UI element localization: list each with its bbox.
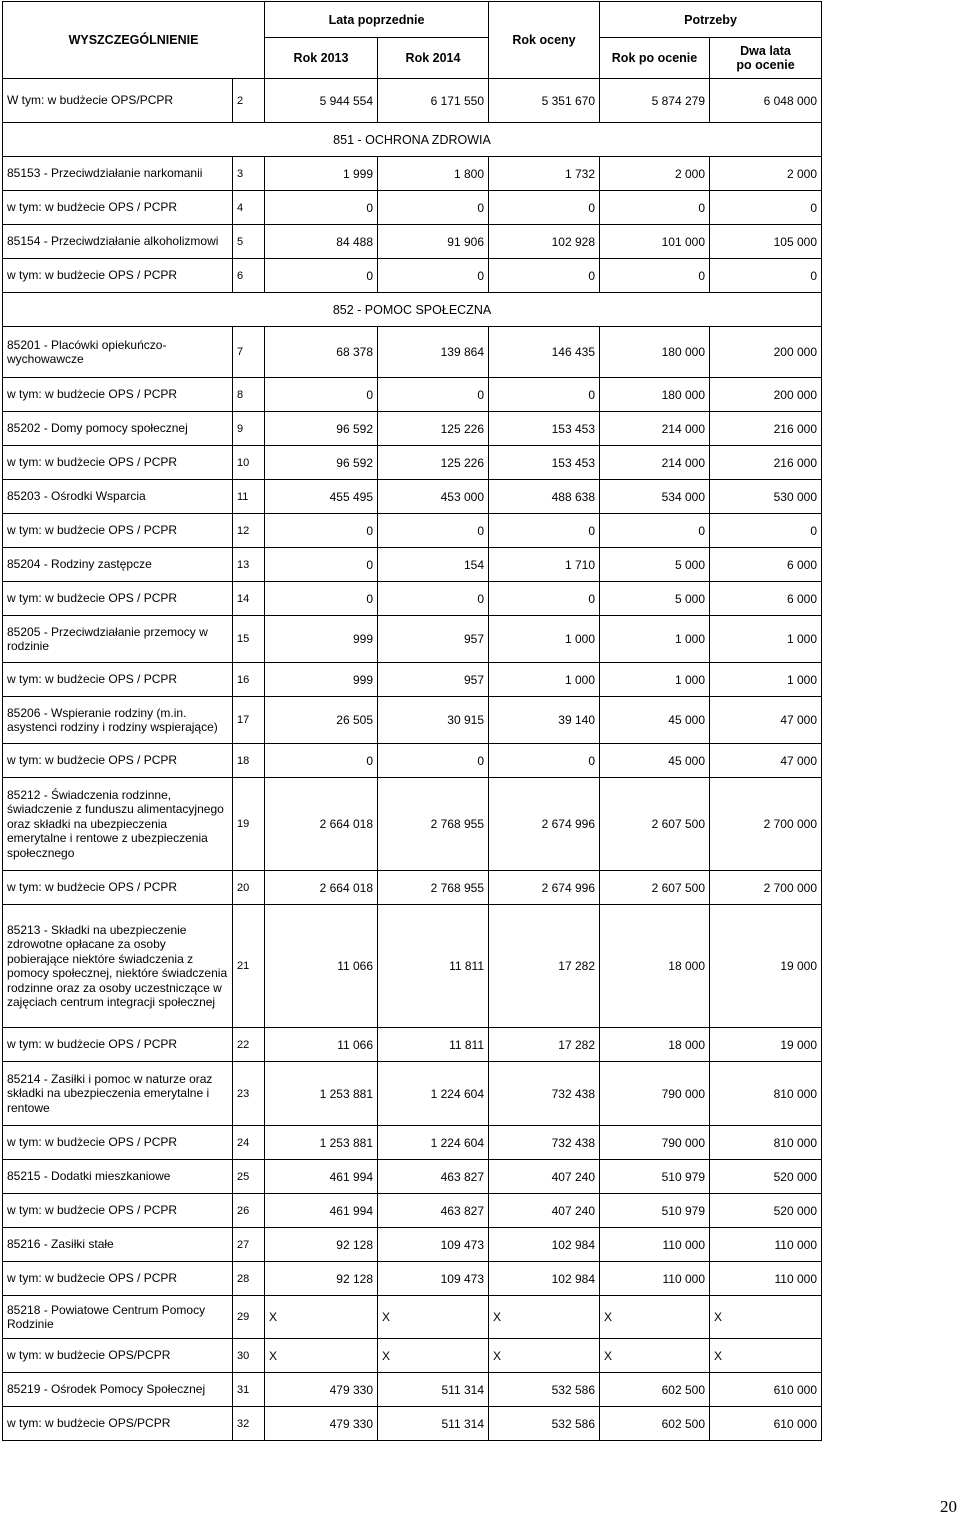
value-rok-po-ocenie: 101 000 bbox=[600, 225, 710, 259]
table-row bbox=[3, 905, 822, 1028]
value-dwa-lata-po-ocenie: 2 000 bbox=[710, 157, 822, 191]
row-label: 85219 - Ośrodek Pomocy Społecznej bbox=[3, 1373, 233, 1407]
value-rok-po-ocenie: 510 979 bbox=[600, 1160, 710, 1194]
value-2013: 461 994 bbox=[265, 1194, 378, 1228]
row-label: W tym: w budżecie OPS/PCPR bbox=[3, 79, 233, 123]
value-rok-po-ocenie: 18 000 bbox=[600, 905, 710, 1028]
table-row bbox=[3, 582, 822, 616]
value-rok-po-ocenie: 45 000 bbox=[600, 697, 710, 744]
value-2014: 11 811 bbox=[378, 905, 489, 1028]
value-rok-po-ocenie: 790 000 bbox=[600, 1062, 710, 1126]
value-rok-oceny: 407 240 bbox=[489, 1194, 600, 1228]
value-rok-po-ocenie: 510 979 bbox=[600, 1194, 710, 1228]
value-rok-oceny: 17 282 bbox=[489, 905, 600, 1028]
value-dwa-lata-po-ocenie: 110 000 bbox=[710, 1228, 822, 1262]
value-dwa-lata-po-ocenie: 610 000 bbox=[710, 1373, 822, 1407]
value-2013: 0 bbox=[265, 582, 378, 616]
value-rok-oceny: 0 bbox=[489, 582, 600, 616]
row-label: w tym: w budżecie OPS/PCPR bbox=[3, 1339, 233, 1373]
value-rok-po-ocenie: 18 000 bbox=[600, 1028, 710, 1062]
value-rok-oceny: 1 732 bbox=[489, 157, 600, 191]
value-rok-oceny: 732 438 bbox=[489, 1126, 600, 1160]
value-rok-oceny: 1 710 bbox=[489, 548, 600, 582]
value-rok-po-ocenie: 534 000 bbox=[600, 480, 710, 514]
value-2014: 91 906 bbox=[378, 225, 489, 259]
table-row bbox=[3, 225, 822, 259]
row-number: 21 bbox=[233, 905, 265, 1028]
row-label: 85214 - Zasiłki i pomoc w naturze oraz składki na ubezpieczenia emerytalne i rentowe bbox=[3, 1062, 233, 1126]
value-2013: 11 066 bbox=[265, 905, 378, 1028]
value-rok-po-ocenie: 0 bbox=[600, 514, 710, 548]
value-2014: 453 000 bbox=[378, 480, 489, 514]
value-2013: 999 bbox=[265, 616, 378, 663]
table-row bbox=[3, 1373, 822, 1407]
value-dwa-lata-po-ocenie: 6 000 bbox=[710, 582, 822, 616]
row-number: 32 bbox=[233, 1407, 265, 1441]
value-rok-po-ocenie: 2 000 bbox=[600, 157, 710, 191]
row-number: 19 bbox=[233, 778, 265, 871]
value-2013: 96 592 bbox=[265, 412, 378, 446]
row-number: 27 bbox=[233, 1228, 265, 1262]
value-rok-po-ocenie: 214 000 bbox=[600, 412, 710, 446]
value-rok-po-ocenie: 0 bbox=[600, 191, 710, 225]
value-rok-oceny: 488 638 bbox=[489, 480, 600, 514]
row-number: 22 bbox=[233, 1028, 265, 1062]
value-2014: 30 915 bbox=[378, 697, 489, 744]
value-rok-po-ocenie: 2 607 500 bbox=[600, 871, 710, 905]
value-rok-po-ocenie: X bbox=[600, 1296, 710, 1339]
value-rok-po-ocenie: 110 000 bbox=[600, 1228, 710, 1262]
row-number: 3 bbox=[233, 157, 265, 191]
table-row bbox=[3, 1126, 822, 1160]
value-2014: 511 314 bbox=[378, 1373, 489, 1407]
value-2014: 1 224 604 bbox=[378, 1126, 489, 1160]
value-2014: 0 bbox=[378, 378, 489, 412]
row-label: 85212 - Świadczenia rodzinne, świadczenie z funduszu alimentacyjnego oraz składki na ubezpieczenia emerytalne i rentowe z ubezpieczenia społecznego bbox=[3, 778, 233, 871]
value-2013: 2 664 018 bbox=[265, 871, 378, 905]
row-number: 18 bbox=[233, 744, 265, 778]
value-2013: 0 bbox=[265, 259, 378, 293]
value-2013: 0 bbox=[265, 744, 378, 778]
value-2013: 2 664 018 bbox=[265, 778, 378, 871]
table-row bbox=[3, 378, 822, 412]
value-rok-po-ocenie: X bbox=[600, 1339, 710, 1373]
row-number: 31 bbox=[233, 1373, 265, 1407]
value-rok-po-ocenie: 790 000 bbox=[600, 1126, 710, 1160]
row-label: w tym: w budżecie OPS / PCPR bbox=[3, 744, 233, 778]
value-rok-po-ocenie: 2 607 500 bbox=[600, 778, 710, 871]
row-number: 28 bbox=[233, 1262, 265, 1296]
table-row bbox=[3, 778, 822, 871]
row-number: 11 bbox=[233, 480, 265, 514]
value-2014: 6 171 550 bbox=[378, 79, 489, 123]
table-row bbox=[3, 1228, 822, 1262]
value-2013: 0 bbox=[265, 378, 378, 412]
row-number: 16 bbox=[233, 663, 265, 697]
table-row bbox=[3, 191, 822, 225]
value-2013: 0 bbox=[265, 514, 378, 548]
row-label: 85203 - Ośrodki Wsparcia bbox=[3, 480, 233, 514]
row-label: 85153 - Przeciwdziałanie narkomanii bbox=[3, 157, 233, 191]
value-rok-oceny: 1 000 bbox=[489, 663, 600, 697]
header-rok-po-ocenie: Rok po ocenie bbox=[600, 38, 710, 79]
value-rok-oceny: 39 140 bbox=[489, 697, 600, 744]
value-2013: 68 378 bbox=[265, 327, 378, 378]
value-dwa-lata-po-ocenie: 200 000 bbox=[710, 378, 822, 412]
row-label: 85215 - Dodatki mieszkaniowe bbox=[3, 1160, 233, 1194]
row-label: w tym: w budżecie OPS / PCPR bbox=[3, 378, 233, 412]
value-dwa-lata-po-ocenie: 810 000 bbox=[710, 1062, 822, 1126]
value-2014: 0 bbox=[378, 744, 489, 778]
value-2014: 1 800 bbox=[378, 157, 489, 191]
value-dwa-lata-po-ocenie: 47 000 bbox=[710, 697, 822, 744]
value-rok-oceny: 102 928 bbox=[489, 225, 600, 259]
row-label: 85206 - Wspieranie rodziny (m.in. asystenci rodziny i rodziny wspierające) bbox=[3, 697, 233, 744]
value-2013: 92 128 bbox=[265, 1228, 378, 1262]
row-number: 26 bbox=[233, 1194, 265, 1228]
value-rok-po-ocenie: 214 000 bbox=[600, 446, 710, 480]
value-rok-po-ocenie: 602 500 bbox=[600, 1407, 710, 1441]
value-2014: 1 224 604 bbox=[378, 1062, 489, 1126]
value-dwa-lata-po-ocenie: 105 000 bbox=[710, 225, 822, 259]
value-rok-po-ocenie: 5 000 bbox=[600, 582, 710, 616]
row-label: 85204 - Rodziny zastępcze bbox=[3, 548, 233, 582]
value-rok-oceny: 0 bbox=[489, 514, 600, 548]
section-title: 851 - OCHRONA ZDROWIA bbox=[3, 123, 822, 157]
table-row bbox=[3, 157, 822, 191]
row-label: 85154 - Przeciwdziałanie alkoholizmowi bbox=[3, 225, 233, 259]
value-2014: 957 bbox=[378, 663, 489, 697]
value-2013: 461 994 bbox=[265, 1160, 378, 1194]
row-label: 85205 - Przeciwdziałanie przemocy w rodzinie bbox=[3, 616, 233, 663]
row-label: w tym: w budżecie OPS / PCPR bbox=[3, 259, 233, 293]
value-rok-po-ocenie: 602 500 bbox=[600, 1373, 710, 1407]
row-label: w tym: w budżecie OPS / PCPR bbox=[3, 1126, 233, 1160]
table-row bbox=[3, 412, 822, 446]
value-2013: 11 066 bbox=[265, 1028, 378, 1062]
value-2014: 957 bbox=[378, 616, 489, 663]
value-2013: 0 bbox=[265, 548, 378, 582]
value-rok-oceny: X bbox=[489, 1296, 600, 1339]
row-label: w tym: w budżecie OPS / PCPR bbox=[3, 446, 233, 480]
row-number: 6 bbox=[233, 259, 265, 293]
row-number: 20 bbox=[233, 871, 265, 905]
section-title: 852 - POMOC SPOŁECZNA bbox=[3, 293, 822, 327]
table-row bbox=[3, 697, 822, 744]
row-number: 4 bbox=[233, 191, 265, 225]
value-2013: 1 253 881 bbox=[265, 1126, 378, 1160]
row-label: w tym: w budżecie OPS / PCPR bbox=[3, 1194, 233, 1228]
header-dwa-lata-line1: Dwa lata bbox=[740, 44, 791, 58]
row-number: 29 bbox=[233, 1296, 265, 1339]
value-rok-oceny: X bbox=[489, 1339, 600, 1373]
row-label: w tym: w budżecie OPS / PCPR bbox=[3, 1262, 233, 1296]
value-dwa-lata-po-ocenie: 0 bbox=[710, 514, 822, 548]
row-number: 17 bbox=[233, 697, 265, 744]
section-row-852 bbox=[3, 293, 822, 327]
value-2014: 463 827 bbox=[378, 1194, 489, 1228]
row-number: 23 bbox=[233, 1062, 265, 1126]
value-2013: X bbox=[265, 1296, 378, 1339]
row-label: 85202 - Domy pomocy społecznej bbox=[3, 412, 233, 446]
value-rok-oceny: 0 bbox=[489, 259, 600, 293]
header-potrzeby: Potrzeby bbox=[600, 2, 822, 38]
value-2013: 479 330 bbox=[265, 1373, 378, 1407]
value-rok-oceny: 17 282 bbox=[489, 1028, 600, 1062]
value-dwa-lata-po-ocenie: 19 000 bbox=[710, 1028, 822, 1062]
value-rok-oceny: 1 000 bbox=[489, 616, 600, 663]
value-rok-oceny: 153 453 bbox=[489, 446, 600, 480]
value-dwa-lata-po-ocenie: X bbox=[710, 1339, 822, 1373]
value-rok-oceny: 0 bbox=[489, 191, 600, 225]
value-2013: 96 592 bbox=[265, 446, 378, 480]
value-2014: X bbox=[378, 1296, 489, 1339]
value-dwa-lata-po-ocenie: 216 000 bbox=[710, 412, 822, 446]
value-rok-oceny: 5 351 670 bbox=[489, 79, 600, 123]
row-label: w tym: w budżecie OPS / PCPR bbox=[3, 871, 233, 905]
header-rok-2013: Rok 2013 bbox=[265, 38, 378, 79]
value-2013: 1 253 881 bbox=[265, 1062, 378, 1126]
table-row bbox=[3, 1160, 822, 1194]
table-row bbox=[3, 744, 822, 778]
table-row bbox=[3, 548, 822, 582]
value-2013: X bbox=[265, 1339, 378, 1373]
value-2014: 109 473 bbox=[378, 1228, 489, 1262]
header-wyszczegolnienie: WYSZCZEGÓLNIENIE bbox=[3, 2, 265, 79]
table-header bbox=[3, 2, 822, 79]
value-dwa-lata-po-ocenie: 1 000 bbox=[710, 616, 822, 663]
value-rok-po-ocenie: 180 000 bbox=[600, 327, 710, 378]
row-number: 24 bbox=[233, 1126, 265, 1160]
table-row bbox=[3, 1296, 822, 1339]
value-rok-po-ocenie: 5 000 bbox=[600, 548, 710, 582]
table-body bbox=[3, 79, 822, 1441]
row-number: 10 bbox=[233, 446, 265, 480]
value-dwa-lata-po-ocenie: 1 000 bbox=[710, 663, 822, 697]
value-dwa-lata-po-ocenie: 110 000 bbox=[710, 1262, 822, 1296]
table-row bbox=[3, 1062, 822, 1126]
row-number: 2 bbox=[233, 79, 265, 123]
value-rok-po-ocenie: 45 000 bbox=[600, 744, 710, 778]
value-dwa-lata-po-ocenie: 520 000 bbox=[710, 1194, 822, 1228]
section-row-851 bbox=[3, 123, 822, 157]
value-2014: 0 bbox=[378, 259, 489, 293]
value-rok-po-ocenie: 5 874 279 bbox=[600, 79, 710, 123]
row-label: w tym: w budżecie OPS / PCPR bbox=[3, 514, 233, 548]
value-rok-oceny: 2 674 996 bbox=[489, 778, 600, 871]
row-label: w tym: w budżecie OPS / PCPR bbox=[3, 582, 233, 616]
value-2013: 5 944 554 bbox=[265, 79, 378, 123]
table-row bbox=[3, 327, 822, 378]
value-2014: 2 768 955 bbox=[378, 778, 489, 871]
value-2014: 511 314 bbox=[378, 1407, 489, 1441]
value-dwa-lata-po-ocenie: 6 000 bbox=[710, 548, 822, 582]
row-label: 85213 - Składki na ubezpieczenie zdrowotne opłacane za osoby pobierające niektóre świadczenia z pomocy społecznej, niektóre świadczenia rodzinne oraz za osoby uczestniczące w zajęciach centrum integracji społecznej bbox=[3, 905, 233, 1028]
table-row bbox=[3, 871, 822, 905]
value-2014: X bbox=[378, 1339, 489, 1373]
value-rok-po-ocenie: 0 bbox=[600, 259, 710, 293]
value-dwa-lata-po-ocenie: 47 000 bbox=[710, 744, 822, 778]
value-2013: 455 495 bbox=[265, 480, 378, 514]
row-number: 25 bbox=[233, 1160, 265, 1194]
value-2014: 109 473 bbox=[378, 1262, 489, 1296]
header-dwa-lata-po-ocenie bbox=[710, 38, 822, 79]
header-rok-oceny: Rok oceny bbox=[489, 2, 600, 79]
row-number: 13 bbox=[233, 548, 265, 582]
table-row bbox=[3, 79, 822, 123]
value-2014: 0 bbox=[378, 514, 489, 548]
row-number: 9 bbox=[233, 412, 265, 446]
value-rok-po-ocenie: 110 000 bbox=[600, 1262, 710, 1296]
table-row bbox=[3, 1339, 822, 1373]
table-row bbox=[3, 1028, 822, 1062]
row-label: 85201 - Placówki opiekuńczo-wychowawcze bbox=[3, 327, 233, 378]
value-rok-oceny: 532 586 bbox=[489, 1373, 600, 1407]
page-number: 20 bbox=[940, 1497, 957, 1516]
value-2014: 125 226 bbox=[378, 412, 489, 446]
value-dwa-lata-po-ocenie: 810 000 bbox=[710, 1126, 822, 1160]
header-rok-2014: Rok 2014 bbox=[378, 38, 489, 79]
value-dwa-lata-po-ocenie: 2 700 000 bbox=[710, 871, 822, 905]
value-rok-oceny: 0 bbox=[489, 378, 600, 412]
value-rok-oceny: 146 435 bbox=[489, 327, 600, 378]
value-rok-oceny: 532 586 bbox=[489, 1407, 600, 1441]
value-dwa-lata-po-ocenie: 530 000 bbox=[710, 480, 822, 514]
value-2013: 999 bbox=[265, 663, 378, 697]
table-row bbox=[3, 1194, 822, 1228]
table-row bbox=[3, 1407, 822, 1441]
header-dwa-lata-line2: po ocenie bbox=[736, 58, 795, 72]
row-label: 85218 - Powiatowe Centrum Pomocy Rodzinie bbox=[3, 1296, 233, 1339]
value-rok-oceny: 102 984 bbox=[489, 1262, 600, 1296]
value-rok-oceny: 732 438 bbox=[489, 1062, 600, 1126]
table-row bbox=[3, 480, 822, 514]
value-2014: 125 226 bbox=[378, 446, 489, 480]
budget-table bbox=[2, 1, 822, 1441]
row-number: 8 bbox=[233, 378, 265, 412]
value-rok-oceny: 153 453 bbox=[489, 412, 600, 446]
table-row bbox=[3, 663, 822, 697]
row-label: w tym: w budżecie OPS/PCPR bbox=[3, 1407, 233, 1441]
value-2013: 479 330 bbox=[265, 1407, 378, 1441]
value-rok-oceny: 2 674 996 bbox=[489, 871, 600, 905]
row-label: w tym: w budżecie OPS / PCPR bbox=[3, 1028, 233, 1062]
value-2014: 154 bbox=[378, 548, 489, 582]
table-row bbox=[3, 259, 822, 293]
value-2014: 0 bbox=[378, 582, 489, 616]
value-rok-oceny: 0 bbox=[489, 744, 600, 778]
value-2013: 84 488 bbox=[265, 225, 378, 259]
row-label: 85216 - Zasiłki stałe bbox=[3, 1228, 233, 1262]
row-number: 30 bbox=[233, 1339, 265, 1373]
value-2013: 92 128 bbox=[265, 1262, 378, 1296]
value-dwa-lata-po-ocenie: 2 700 000 bbox=[710, 778, 822, 871]
table-row bbox=[3, 446, 822, 480]
value-2013: 0 bbox=[265, 191, 378, 225]
row-number: 12 bbox=[233, 514, 265, 548]
table-row bbox=[3, 514, 822, 548]
value-dwa-lata-po-ocenie: 0 bbox=[710, 259, 822, 293]
row-number: 5 bbox=[233, 225, 265, 259]
value-2014: 463 827 bbox=[378, 1160, 489, 1194]
value-dwa-lata-po-ocenie: 6 048 000 bbox=[710, 79, 822, 123]
header-lata-poprzednie: Lata poprzednie bbox=[265, 2, 489, 38]
value-dwa-lata-po-ocenie: 216 000 bbox=[710, 446, 822, 480]
value-2014: 2 768 955 bbox=[378, 871, 489, 905]
value-dwa-lata-po-ocenie: 520 000 bbox=[710, 1160, 822, 1194]
value-2014: 0 bbox=[378, 191, 489, 225]
value-rok-oceny: 407 240 bbox=[489, 1160, 600, 1194]
value-2013: 1 999 bbox=[265, 157, 378, 191]
value-rok-oceny: 102 984 bbox=[489, 1228, 600, 1262]
value-dwa-lata-po-ocenie: 200 000 bbox=[710, 327, 822, 378]
row-number: 15 bbox=[233, 616, 265, 663]
value-rok-po-ocenie: 1 000 bbox=[600, 663, 710, 697]
value-2014: 139 864 bbox=[378, 327, 489, 378]
value-dwa-lata-po-ocenie: 0 bbox=[710, 191, 822, 225]
row-number: 14 bbox=[233, 582, 265, 616]
value-dwa-lata-po-ocenie: X bbox=[710, 1296, 822, 1339]
table-row bbox=[3, 616, 822, 663]
row-label: w tym: w budżecie OPS / PCPR bbox=[3, 663, 233, 697]
value-rok-po-ocenie: 1 000 bbox=[600, 616, 710, 663]
row-number: 7 bbox=[233, 327, 265, 378]
value-2014: 11 811 bbox=[378, 1028, 489, 1062]
table-row bbox=[3, 1262, 822, 1296]
value-2013: 26 505 bbox=[265, 697, 378, 744]
value-rok-po-ocenie: 180 000 bbox=[600, 378, 710, 412]
value-dwa-lata-po-ocenie: 610 000 bbox=[710, 1407, 822, 1441]
row-label: w tym: w budżecie OPS / PCPR bbox=[3, 191, 233, 225]
value-dwa-lata-po-ocenie: 19 000 bbox=[710, 905, 822, 1028]
